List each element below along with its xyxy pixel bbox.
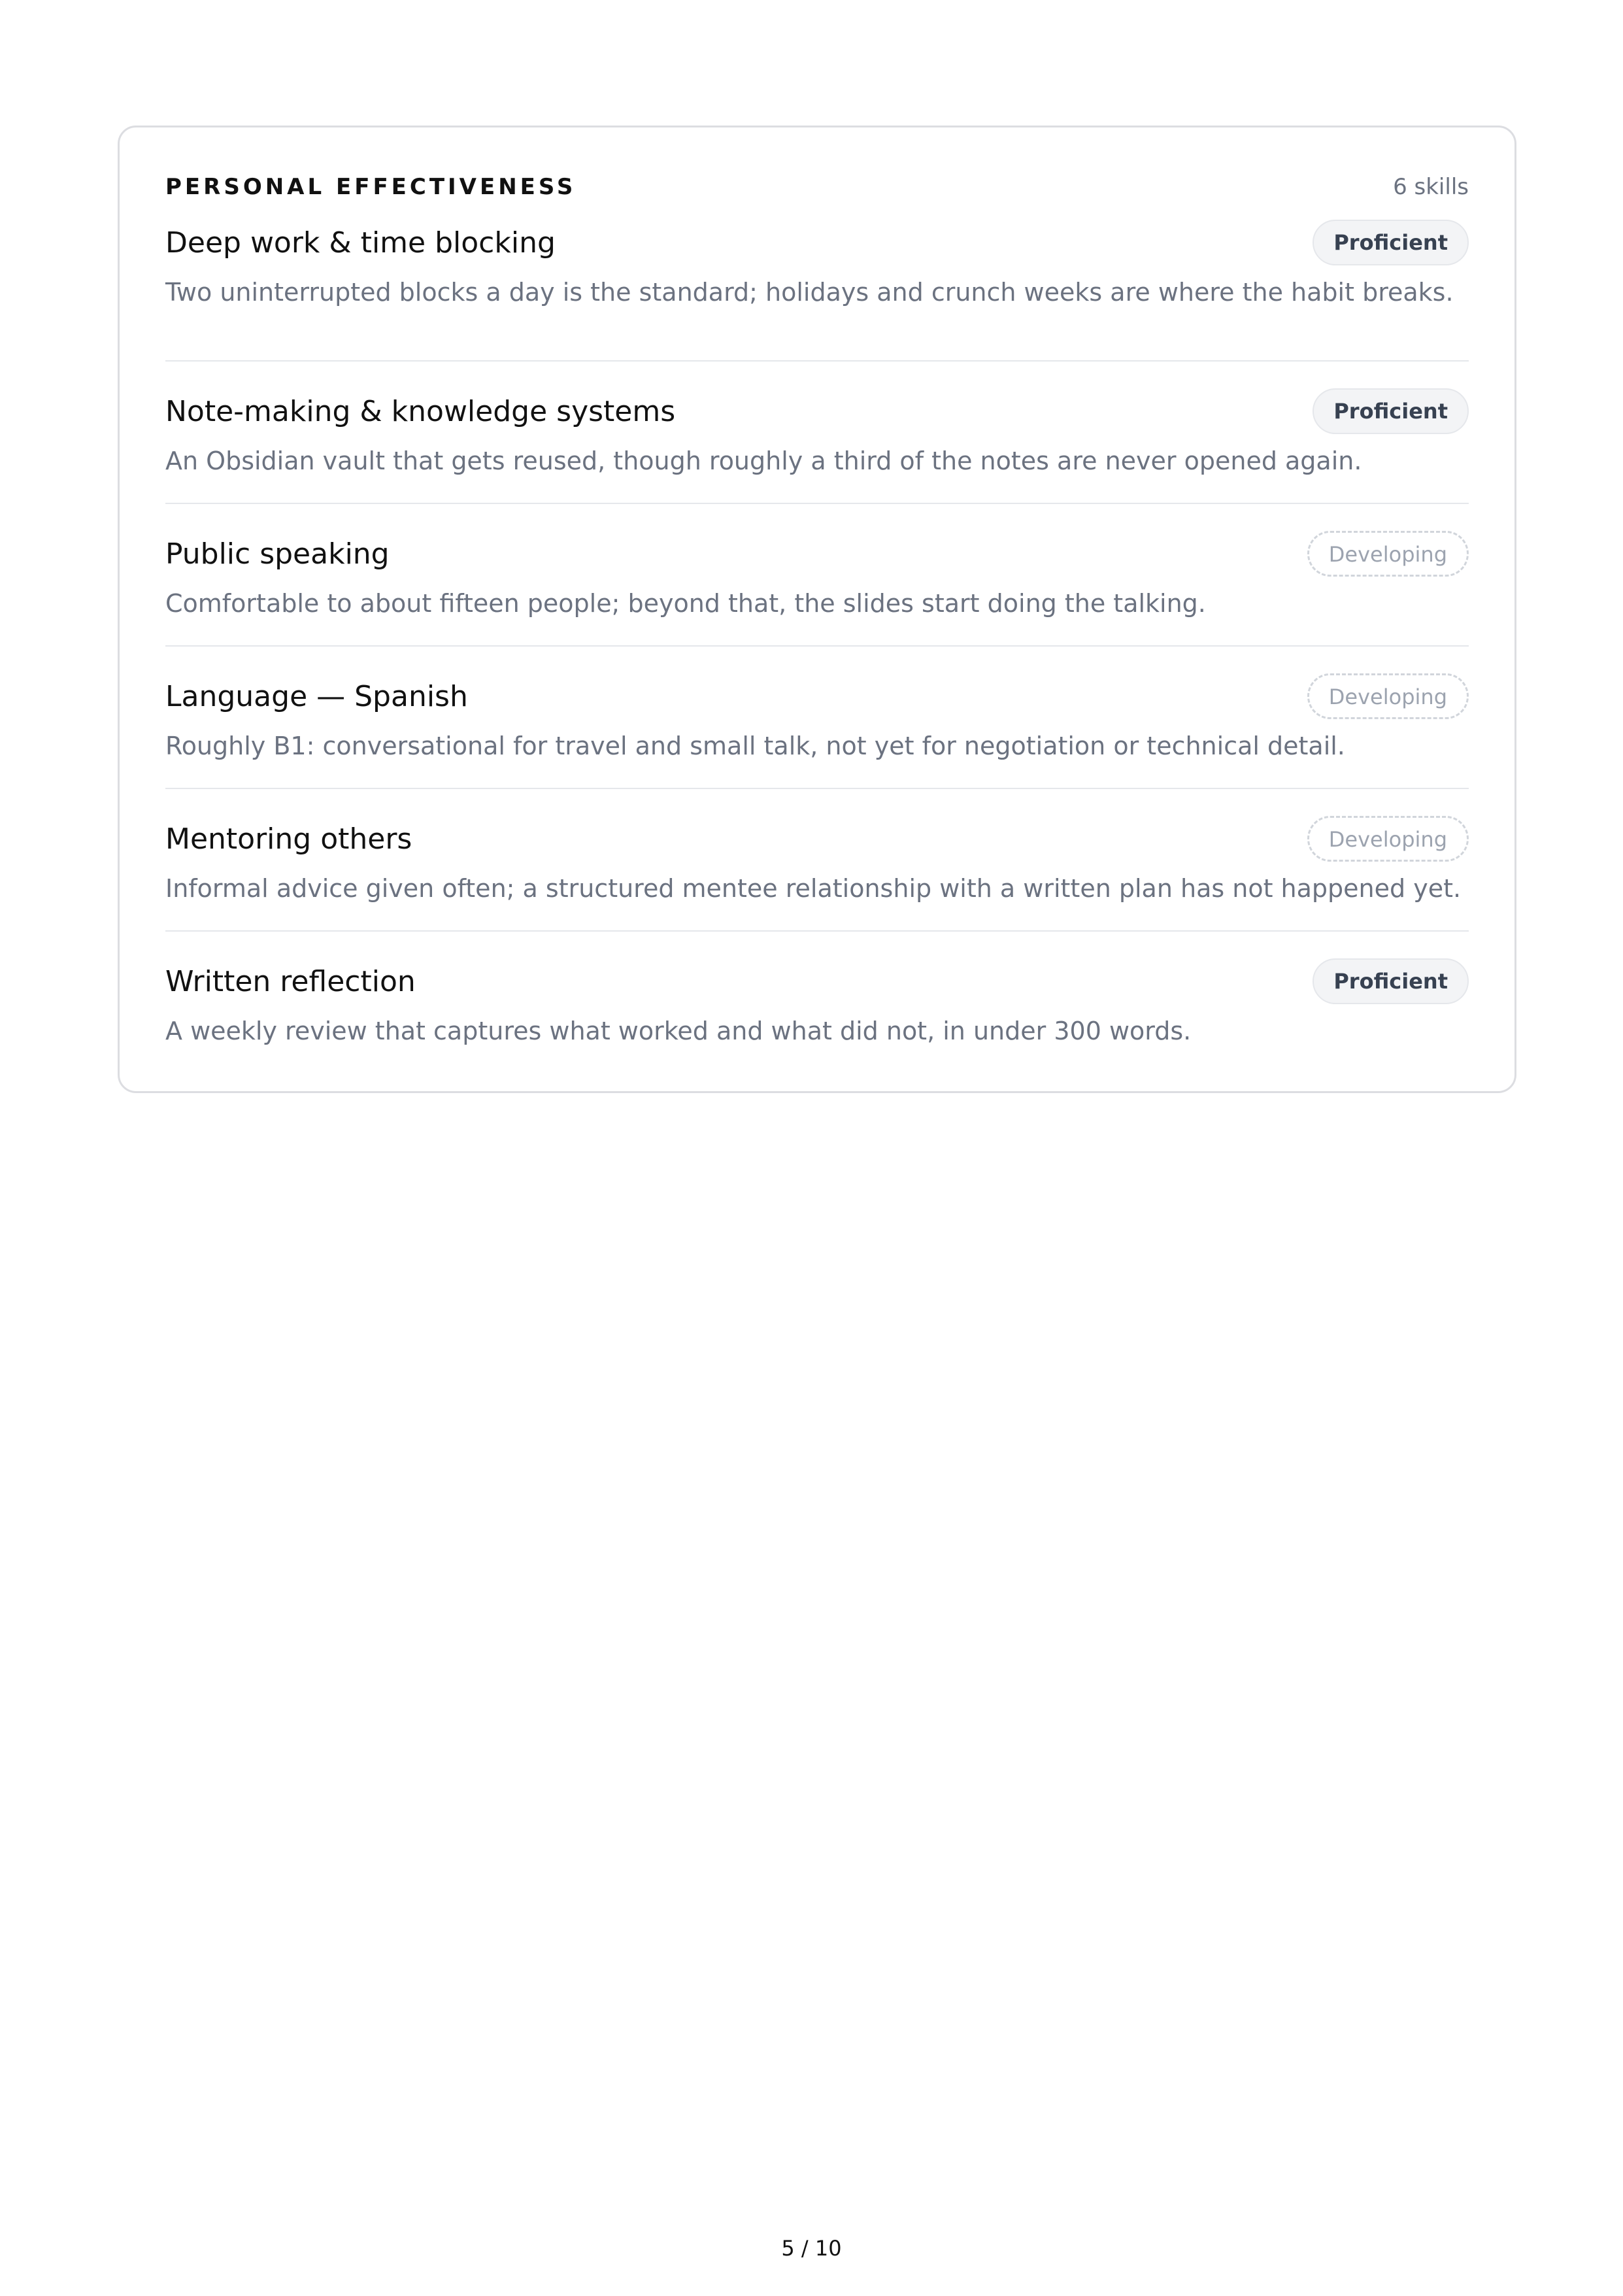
skill-description: Comfortable to about fifteen people; beyond that, the slides start doing the talking. xyxy=(165,589,1206,618)
skill-name: Deep work & time blocking xyxy=(165,226,556,260)
skill-row xyxy=(165,362,1469,504)
skill-description: An Obsidian vault that gets reused, though roughly a third of the notes are never opened again. xyxy=(165,447,1362,475)
card-header xyxy=(165,169,1469,205)
skills-card xyxy=(118,126,1516,1093)
section-title: PERSONAL EFFECTIVENESS xyxy=(165,174,577,200)
skill-row xyxy=(165,219,1469,362)
level-badge: Developing xyxy=(1307,673,1469,719)
skill-count: 6 skills xyxy=(1393,174,1469,200)
skill-row xyxy=(165,932,1469,1048)
level-badge: Developing xyxy=(1307,531,1469,577)
page-number: 5 / 10 xyxy=(781,2236,842,2261)
skill-name: Language — Spanish xyxy=(165,679,468,713)
level-badge: Developing xyxy=(1307,816,1469,862)
skill-name: Mentoring others xyxy=(165,822,412,856)
skill-description: Two uninterrupted blocks a day is the standard; holidays and crunch weeks are where the habit breaks. xyxy=(165,278,1454,307)
skill-row xyxy=(165,504,1469,647)
skill-description: Informal advice given often; a structured mentee relationship with a written plan has not happened yet. xyxy=(165,874,1462,903)
skill-description: Roughly B1: conversational for travel and small talk, not yet for negotiation or technical detail. xyxy=(165,732,1345,760)
skill-description: A weekly review that captures what worked and what did not, in under 300 words. xyxy=(165,1017,1192,1045)
skill-row xyxy=(165,789,1469,932)
skill-name: Public speaking xyxy=(165,537,390,571)
level-badge: Proficient xyxy=(1313,388,1469,434)
skill-row xyxy=(165,647,1469,789)
level-badge: Proficient xyxy=(1313,958,1469,1004)
level-badge: Proficient xyxy=(1313,220,1469,265)
skill-name: Written reflection xyxy=(165,964,416,998)
skill-name: Note-making & knowledge systems xyxy=(165,394,676,428)
